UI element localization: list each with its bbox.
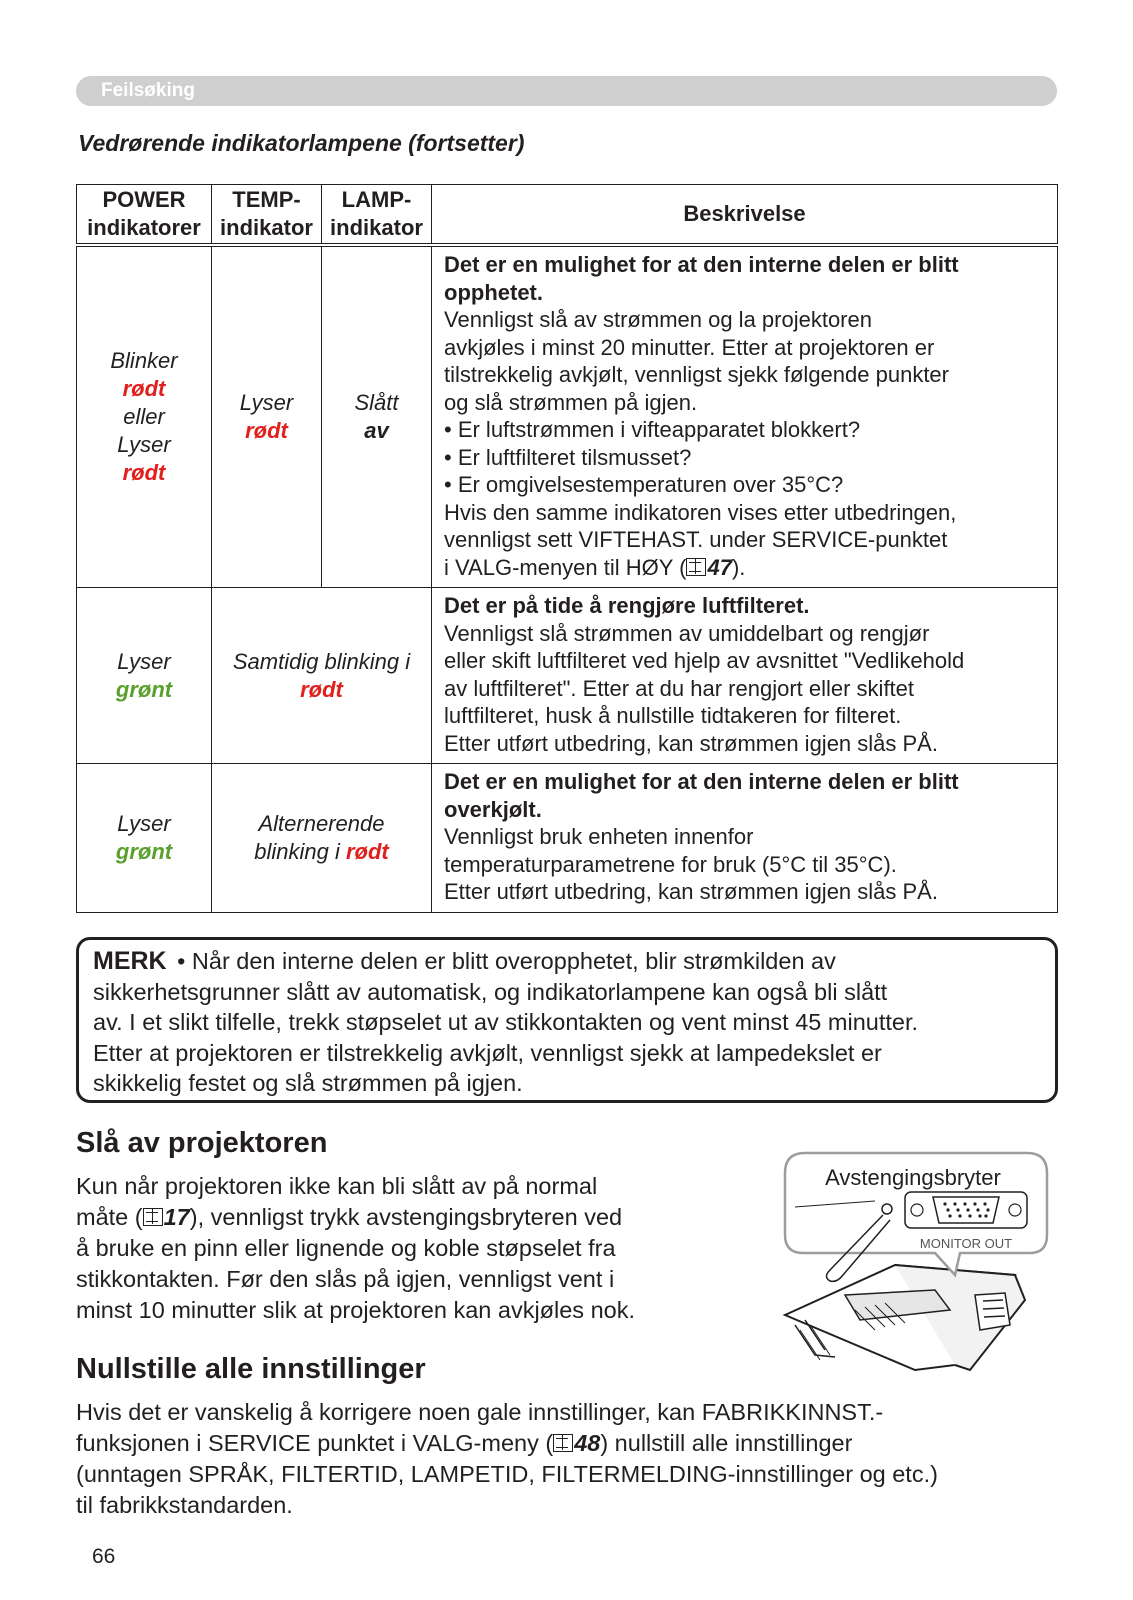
description-cell: Det er en mulighet for at den interne delen er blitt opphetet. Vennligst slå av strømmen og la projektoren avkjøles i minst 20 minutter. Etter at projektoren er tilstrekkelig avkjølt, vennligst sjekk følgende punkter og slå strømmen på igjen. • Er luftstrømmen i vifteapparatet blokkert? • Er luftfilteret tilsmusset? • Er omgivelsestemperaturen over 35°C? Hvis den samme indikatoren vises etter utbedringen, vennligst sett VIFTEHAST. under SERVICE-punktet i VALG-menyen til HØY ( 47). [432, 245, 1058, 588]
note-tag: MERK [93, 947, 167, 975]
header-temp: TEMP- indikator [212, 185, 322, 246]
description-cell: Det er på tide å rengjøre luftfilteret. Vennligst slå strømmen av umiddelbart og rengjør eller skift luftfilteret ved hjelp av avsnittet "Vedlikehold av luftfilteret". Etter at du har rengjort eller skiftet luftfilteret, husk å nullstille tidtakeren for filteret. Etter utført utbedring, kan strømmen igjen slås PÅ. [432, 588, 1058, 764]
table-row [77, 245, 1058, 588]
section-title-reset: Nullstille alle innstillinger [76, 1353, 426, 1385]
page-reference: 47 [707, 554, 732, 580]
illustration-label: Avstengingsbryter [825, 1165, 1001, 1190]
header-lamp: LAMP- indikator [322, 185, 432, 246]
shutdown-switch-illustration [775, 1125, 1065, 1380]
temp-lamp-state-cell: Samtidig blinking i rødt [212, 588, 432, 764]
power-state-cell: Lyser grønt [77, 588, 212, 764]
table-row [77, 764, 1058, 913]
table-row [77, 588, 1058, 764]
power-state-cell: Lyser grønt [77, 764, 212, 913]
page-reference: 17 [163, 1204, 190, 1230]
page-reference: 48 [574, 1430, 601, 1456]
page-subtitle: Vedrørende indikatorlampene (fortsetter) [78, 130, 525, 156]
book-reference-icon [686, 558, 706, 576]
section-title-shutdown: Slå av projektoren [76, 1127, 328, 1159]
power-state-cell: Blinker rødt eller Lyser rødt [77, 245, 212, 588]
temp-state-cell: Lyser rødt [212, 245, 322, 588]
table-header-row [77, 185, 1058, 246]
temp-lamp-state-cell: Alternerende blinking i rødt [212, 764, 432, 913]
section-header-label: Feilsøking [101, 80, 195, 101]
header-power: POWER indikatorer [77, 185, 212, 246]
book-reference-icon [143, 1208, 163, 1226]
book-reference-icon [553, 1434, 573, 1452]
note-box: MERK • Når den interne delen er blitt overopphetet, blir strømkilden av sikkerhetsgrunner slått av automatisk, og indikatorlampene kan også bli slått av. I et slikt tilfelle, trekk støpselet ut av stikkontakten og vent minst 45 minutter. Etter at projektoren er tilstrekkelig avkjølt, vennligst sjekk at lampedekslet er skikkelig festet og slå strømmen på igjen. [76, 937, 1058, 1103]
shutdown-paragraph: Kun når projektoren ikke kan bli slått av på normal måte ( 17), vennligst trykk avstengingsbryteren ved å bruke en pinn eller lignende og koble støpselet fra stikkontakten. Før den slås på igjen, vennligst vent i minst 10 minutter slik at projektoren kan avkjøles nok. [76, 1173, 636, 1323]
indicator-table [76, 184, 1058, 913]
projector-icon [785, 1265, 1025, 1370]
page-number: 66 [92, 1545, 116, 1568]
description-cell: Det er en mulighet for at den interne delen er blitt overkjølt. Vennligst bruk enheten innenfor temperaturparametrene for bruk (5°C til 35°C). Etter utført utbedring, kan strømmen igjen slås PÅ. [432, 764, 1058, 913]
lamp-state-cell: Slått av [322, 245, 432, 588]
description-title: Det er en mulighet for at den interne delen er blitt overkjølt. [444, 769, 959, 822]
monitor-out-port-icon [905, 1192, 1027, 1228]
port-label: MONITOR OUT [919, 1236, 1013, 1251]
description-title: Det er en mulighet for at den interne delen er blitt opphetet. [444, 252, 959, 305]
header-description: Beskrivelse [432, 185, 1058, 246]
description-title: Det er på tide å rengjøre luftfilteret. [444, 593, 810, 618]
section-header-bar [76, 76, 1057, 106]
reset-paragraph: Hvis det er vanskelig å korrigere noen gale innstillinger, kan FABRIKKINNST.- funksjonen i SERVICE punktet i VALG-meny ( 48) nullstill alle innstillinger (unntagen SPRÅK, FILTERTID, LAMPETID, FILTERMELDING-innstillinger og etc.) til fabrikkstandarden. [76, 1399, 938, 1518]
